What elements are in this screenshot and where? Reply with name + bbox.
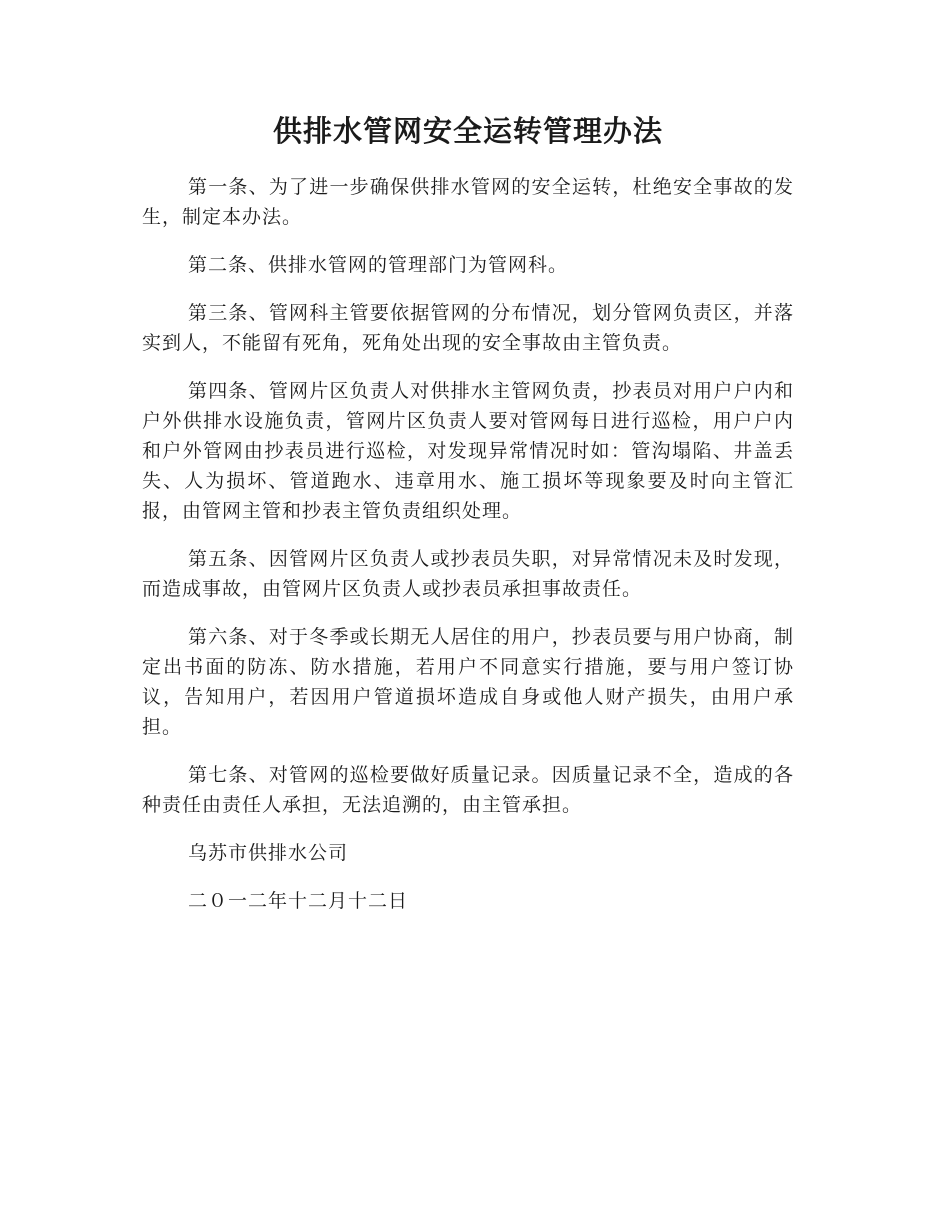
article-5: 第五条、因管网片区负责人或抄表员失职，对异常情况未及时发现，而造成事故，由管网片区负责人或抄表员承担事故责任。 [142, 548, 794, 600]
article-3: 第三条、管网科主管要依据管网的分布情况，划分管网负责区，并落实到人，不能留有死角，死角处出现的安全事故由主管负责。 [142, 302, 794, 354]
article-7: 第七条、对管网的巡检要做好质量记录。因质量记录不全，造成的各种责任由责任人承担，无法追溯的，由主管承担。 [142, 764, 794, 816]
issuer-name: 乌苏市供排水公司 [188, 842, 349, 864]
document-title: 供排水管网安全运转管理办法 [272, 114, 663, 148]
article-2: 第二条、供排水管网的管理部门为管网科。 [188, 254, 569, 276]
article-4: 第四条、管网片区负责人对供排水主管网负责，抄表员对用户户内和户外供排水设施负责，管网片区负责人要对管网每日进行巡检，用户户内和户外管网由抄表员进行巡检，对发现异常情况时如：管沟塌陷、井盖丢失、人为损坏、管道跑水、违章用水、施工损坏等现象要及时向主管汇报，由管网主管和抄表主管负责组织处理。 [142, 380, 794, 522]
article-6: 第六条、对于冬季或长期无人居住的用户，抄表员要与用户协商，制定出书面的防冻、防水措施，若用户不同意实行措施，要与用户签订协议，告知用户，若因用户管道损坏造成自身或他人财产损失，由用户承担。 [142, 626, 794, 738]
article-1: 第一条、为了进一步确保供排水管网的安全运转，杜绝安全事故的发生，制定本办法。 [142, 176, 794, 228]
issue-date: 二０一二年十二月十二日 [188, 890, 409, 912]
document-page [142, 108, 794, 934]
